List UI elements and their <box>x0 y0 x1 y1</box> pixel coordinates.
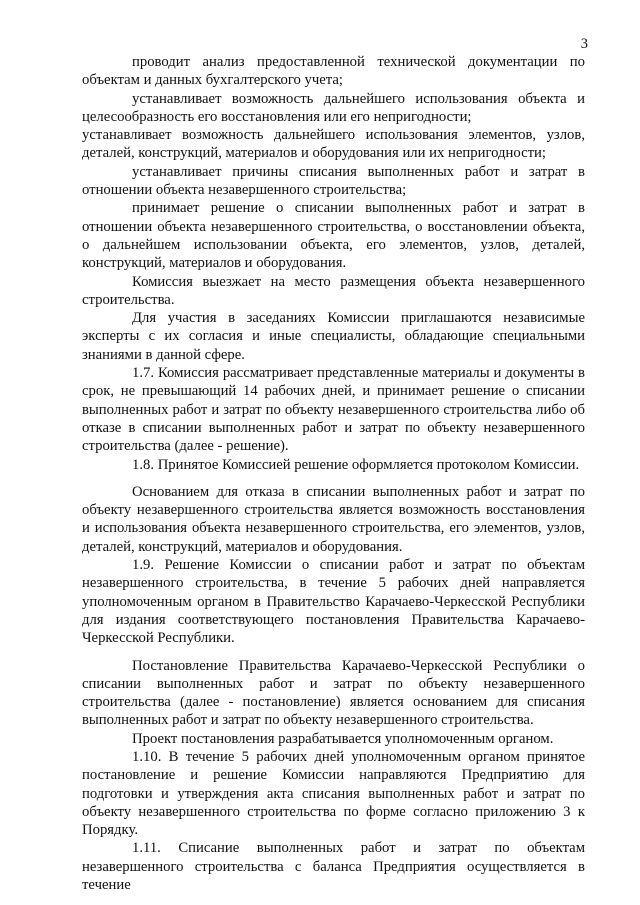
paragraph-draft-resolution: Проект постановления разрабатывается уполномоченным органом. <box>132 730 554 747</box>
paragraph-section-1-11: 1.11. Списание выполненных работ и затрат по объектам незавершенного строительства с баланса Предприятия осуществляется в течение <box>82 840 585 894</box>
paragraph-section-1-8: 1.8. Принятое Комиссией решение оформляется протоколом Комиссии. <box>132 456 580 473</box>
paragraph-experts: Для участия в заседаниях Комиссии приглашаются независимые эксперты с их согласия и иные специалисты, обладающие специальными знаниями в данной сфере. <box>82 310 585 363</box>
paragraph-writeoff-reasons: устанавливает причины списания выполненных работ и затрат в отношении объекта незавершенного строительства; <box>82 163 585 199</box>
paragraph-object-usability: устанавливает возможность дальнейшего использования объекта и целесообразность его восстановления или его непригодности; <box>82 90 585 125</box>
paragraph-site-visit: Комиссия выезжает на место размещения объекта незавершенного строительства. <box>82 273 585 308</box>
paragraph-commission-decision: принимает решение о списании выполненных работ и затрат в отношении объекта незавершенного строительства, о восстановлении объекта, о дальнейшем использовании объекта, его элементов, узлов, деталей, конструкций, материалов и оборудования. <box>82 200 585 272</box>
paragraph-government-resolution: Постановление Правительства Карачаево-Черкесской Республики о списании выполненных работ и затрат по объекту незавершенного строительства (далее - постановление) является основанием для списания выполненных работ и затрат по объекту незавершенного строительства. <box>82 657 585 729</box>
paragraph-document-analysis: проводит анализ предоставленной технической документации по объектам и данных бухгалтерского учета; <box>82 54 585 89</box>
paragraph-elements-usability: устанавливает возможность дальнейшего использования элементов, узлов, деталей, конструкций, материалов и оборудования или их непригодности; <box>82 127 585 162</box>
document-body <box>82 53 585 894</box>
page-number: 3 <box>580 36 588 52</box>
paragraph-section-1-9: 1.9. Решение Комиссии о списании работ и затрат по объектам незавершенного строительства, в течение 5 рабочих дней направляется уполномоченным органом в Правительство Карачаево-Черкесской Республики для издания соответствующего постановления Правительства Карачаево-Черкесской Республики. <box>82 557 585 647</box>
paragraph-refusal-grounds: Основанием для отказа в списании выполненных работ и затрат по объекту незавершенного строительства является возможность восстановления и использования объекта незавершенного строительства, его элементов, узлов, деталей, конструкций, материалов и оборудования. <box>82 483 585 555</box>
paragraph-section-1-7: 1.7. Комиссия рассматривает представленные материалы и документы в срок, не превышающий 14 рабочих дней, и принимает решение о списании выполненных работ и затрат по объекту незавершенного строительства либо об отказе в списании выполненных работ и затрат по объекту незавершенного строительства (далее - решение). <box>82 365 585 455</box>
paragraph-section-1-10: 1.10. В течение 5 рабочих дней уполномоченным органом принятое постановление и решение Комиссии направляются Предприятию для подготовки и утверждения акта списания выполненных работ и затрат по объекту незавершенного строительства по форме согласно приложению 3 к Порядку. <box>82 748 585 839</box>
